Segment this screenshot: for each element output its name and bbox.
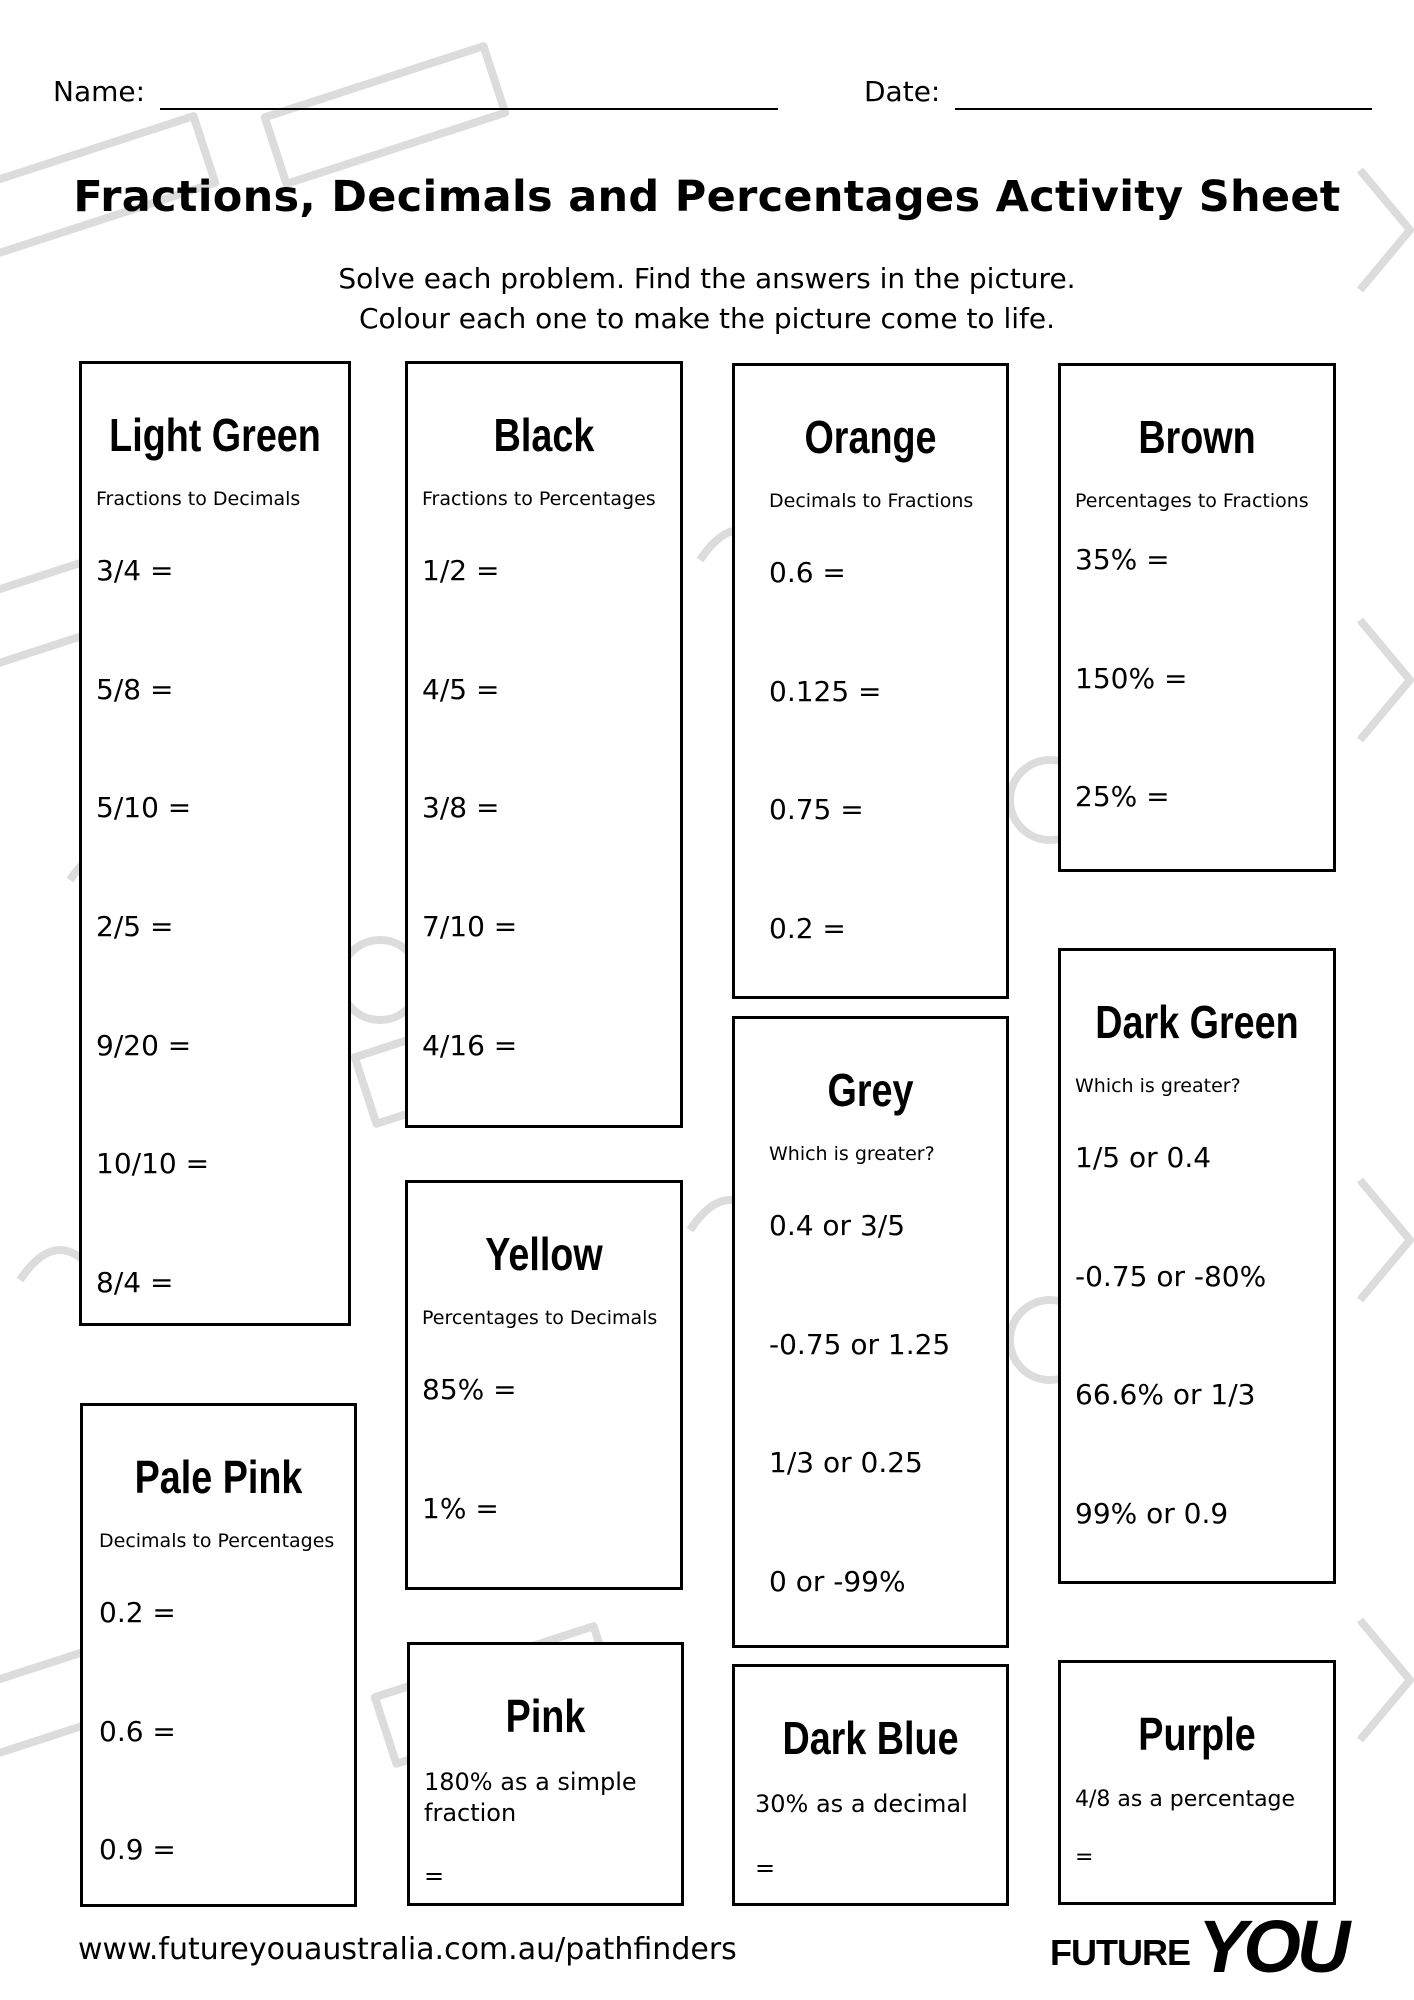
problem: 2/5 =: [96, 910, 174, 943]
box-subtitle: Fractions to Percentages: [422, 488, 656, 510]
box-purple: [1058, 1660, 1336, 1905]
box-title: Dark Blue: [782, 1712, 959, 1764]
problem: 0.125 =: [769, 675, 882, 708]
problem: 35% =: [1075, 543, 1170, 576]
box-dark-green: [1058, 948, 1336, 1584]
problem: 1% =: [422, 1492, 499, 1525]
problem: 1/2 =: [422, 554, 500, 587]
problem: 85% =: [422, 1373, 517, 1406]
box-pink: [407, 1642, 684, 1906]
problem: 5/8 =: [96, 673, 174, 706]
box-title: Pale Pink: [134, 1451, 303, 1503]
problem: 0.2 =: [99, 1596, 176, 1629]
problem: 10/10 =: [96, 1147, 210, 1180]
box-subtitle: Which is greater?: [1075, 1075, 1241, 1097]
answer-line[interactable]: =: [1075, 1845, 1094, 1870]
footer-url: www.futureyouaustralia.com.au/pathfinders: [78, 1932, 737, 1967]
futureyou-logo: [1050, 1905, 1347, 1988]
problem: 1/3 or 0.25: [769, 1446, 923, 1479]
problem: -0.75 or 1.25: [769, 1328, 951, 1361]
box-title: Pink: [505, 1690, 586, 1742]
box-subtitle: Decimals to Fractions: [769, 490, 974, 512]
instruction-line-2: Colour each one to make the picture come to life.: [359, 302, 1055, 335]
problem: 0.6 =: [769, 556, 846, 589]
page-title: Fractions, Decimals and Percentages Activity Sheet: [73, 172, 1341, 222]
problem: 0.75 =: [769, 793, 864, 826]
box-black: [405, 361, 683, 1128]
box-title: Orange: [804, 411, 937, 463]
problem: 66.6% or 1/3: [1075, 1378, 1256, 1411]
box-title: Black: [493, 409, 595, 461]
box-description: 180% as a simple: [424, 1768, 637, 1796]
instruction-line-1: Solve each problem. Find the answers in the picture.: [338, 262, 1076, 295]
box-title: Brown: [1138, 411, 1256, 463]
box-grey: [732, 1016, 1009, 1648]
box-pale-pink: [80, 1403, 357, 1907]
box-title: Yellow: [485, 1228, 603, 1280]
logo-future-text: FUTURE: [1050, 1932, 1190, 1973]
box-title: Light Green: [109, 409, 321, 461]
box-description: 4/8 as a percentage: [1075, 1787, 1296, 1812]
problem: -0.75 or -80%: [1075, 1260, 1267, 1293]
box-description: fraction: [424, 1799, 517, 1827]
problem: 1/5 or 0.4: [1075, 1141, 1212, 1174]
box-description: 30% as a decimal: [755, 1790, 968, 1818]
box-title: Dark Green: [1095, 996, 1299, 1048]
box-subtitle: Percentages to Fractions: [1075, 490, 1309, 512]
answer-line[interactable]: =: [424, 1862, 445, 1890]
logo-you-text: YOU: [1198, 1905, 1347, 1988]
problem: 0 or -99%: [769, 1565, 906, 1598]
box-dark-blue: [732, 1664, 1009, 1906]
name-label: Name:: [53, 75, 146, 108]
problem: 3/4 =: [96, 554, 174, 587]
problem: 7/10 =: [422, 910, 518, 943]
box-orange: [732, 363, 1009, 999]
problem: 3/8 =: [422, 791, 500, 824]
box-yellow: [405, 1180, 683, 1590]
box-subtitle: Fractions to Decimals: [96, 488, 301, 510]
box-subtitle: Which is greater?: [769, 1143, 935, 1165]
date-label: Date:: [864, 75, 941, 108]
date-field[interactable]: [955, 108, 1372, 110]
problem: 0.6 =: [99, 1715, 176, 1748]
name-field[interactable]: [160, 108, 778, 110]
problem: 99% or 0.9: [1075, 1497, 1229, 1530]
problem: 0.9 =: [99, 1833, 176, 1866]
box-subtitle: Decimals to Percentages: [99, 1530, 335, 1552]
problem: 25% =: [1075, 780, 1170, 813]
box-subtitle: Percentages to Decimals: [422, 1307, 658, 1329]
problem: 9/20 =: [96, 1029, 192, 1062]
problem: 8/4 =: [96, 1266, 174, 1299]
box-brown: [1058, 363, 1336, 872]
problem: 5/10 =: [96, 791, 192, 824]
problem: 0.2 =: [769, 912, 846, 945]
problem: 4/16 =: [422, 1029, 518, 1062]
box-light-green: [79, 361, 351, 1326]
box-title: Purple: [1138, 1708, 1256, 1760]
problem: 4/5 =: [422, 673, 500, 706]
problem: 0.4 or 3/5: [769, 1209, 906, 1242]
answer-line[interactable]: =: [755, 1854, 776, 1882]
box-title: Grey: [827, 1064, 914, 1116]
problem: 150% =: [1075, 662, 1188, 695]
